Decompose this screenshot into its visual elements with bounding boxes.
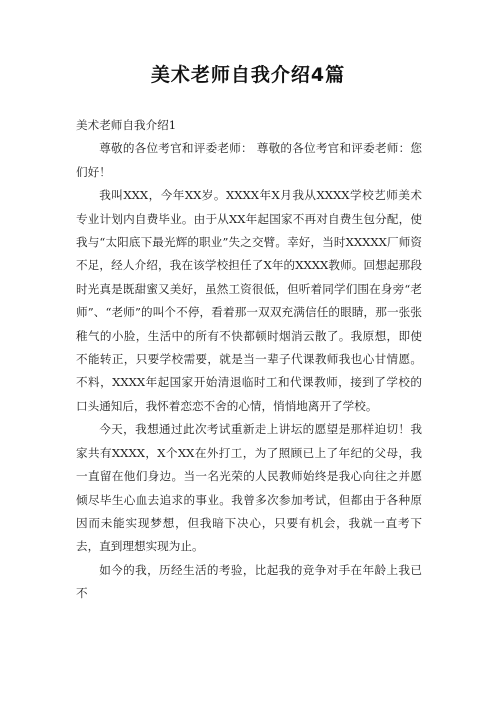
paragraph-greeting: 尊敬的各位考官和评委老师： 尊敬的各位考官和评委老师：您们好！ — [76, 141, 422, 179]
paragraph-continuation: 如今的我，历经生活的考验，比起我的竞争对手在年龄上我已不 — [76, 562, 422, 601]
document-body — [76, 114, 422, 606]
paragraph-aspiration: 今天，我想通过此次考试重新走上讲坛的愿望是那样迫切！我家共有XXXX，X个XX在外打工，为了照顾已上了年纪的父母，我一直留在他们身边。当一名光荣的人民教师始终是我心向往之并愿倾尽毕生心血去追求的事业。我曾多次参加考试，但都由于各种原因而未能实现梦想，但我暗下决心，只要有机会，我就一直考下去，直到理想实现为止。 — [76, 422, 422, 554]
paragraph-background: 我叫XXX，今年XX岁。XXXX年X月我从XXXX学校艺师美术专业计划内自费毕业。由于从XX年起国家不再对自费生包分配，使我与“太阳底下最光辉的职业”失之交臂。幸好，当时XXXXX厂师资不足，经人介绍，我在该学校担任了X年的XXXX教师。回想起那段时光真是既甜蜜又美好，虽然工资很低，但听着同学们围在身旁“老师”、“老师”的叫个不停，看着那一双双充满信任的眼睛，那一张张稚气的小脸，生活中的所有不快都顿时烟消云散了。我原想，即使不能转正，只要学校需要，就是当一辈子代课教师我也心甘情愿。不料，XXXX年起国家开始清退临时工和代课教师，接到了学校的口头通知后，我怀着恋恋不舍的心情，悄悄地离开了学校。 — [76, 188, 422, 413]
section-heading: 美术老师自我介绍1 — [76, 118, 177, 132]
document-title: 美术老师自我介绍4篇 — [150, 64, 346, 86]
